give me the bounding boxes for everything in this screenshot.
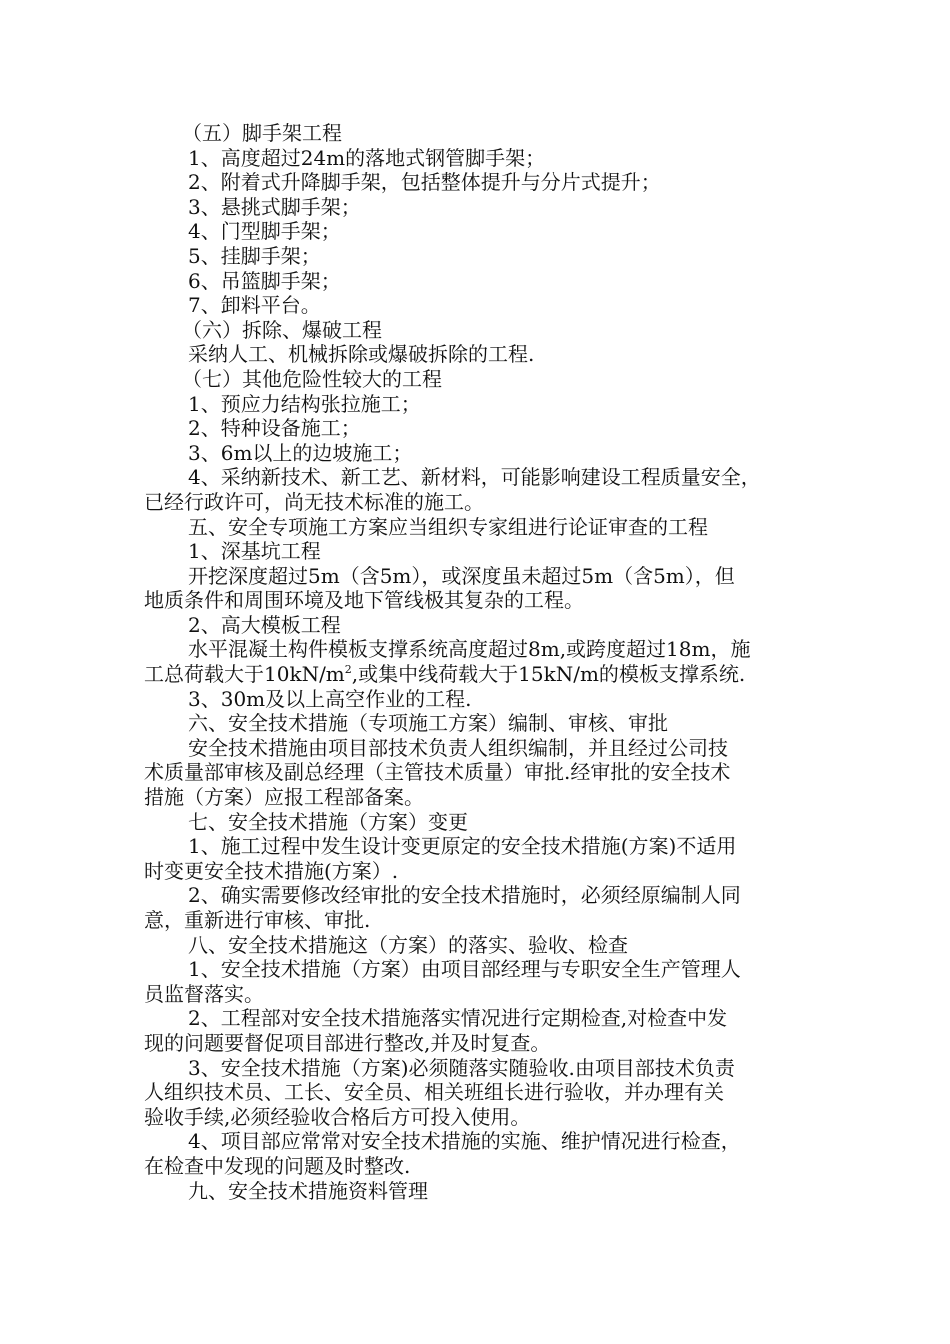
paragraph-line: 地质条件和周围环境及地下管线极其复杂的工程。	[144, 588, 584, 613]
paragraph-line: 开挖深度超过5m（含5m），或深度虽未超过5m（含5m），但	[188, 563, 735, 588]
list-item: 3、30m及以上高空作业的工程.	[188, 686, 472, 711]
list-item: 7、卸料平台。	[188, 293, 321, 318]
paragraph-line: 术质量部审核及副总经理（主管技术质量）审批.经审批的安全技术	[144, 760, 731, 785]
list-item: 2、工程部对安全技术措施落实情况进行定期检查,对检查中发	[188, 1006, 728, 1031]
paragraph-line: 措施（方案）应报工程部备案。	[144, 785, 424, 810]
load-text-part2: ,或集中线荷载大于15kN/m的模板支撑系统.	[351, 662, 746, 687]
paragraph-line: 员监督落实。	[144, 981, 264, 1006]
list-item: 1、高度超过24m的落地式钢管脚手架；	[188, 145, 546, 170]
document-body	[144, 121, 824, 1203]
paragraph-line: 时变更安全技术措施(方案）.	[144, 858, 399, 883]
section-heading-compile-approve: 六、安全技术措施（专项施工方案）编制、审核、审批	[188, 711, 668, 736]
list-item: 3、6m以上的边坡施工；	[188, 440, 413, 465]
list-item: 5、挂脚手架；	[188, 243, 321, 268]
list-item: 2、附着式升降脚手架，包括整体提升与分片式提升；	[188, 170, 661, 195]
paragraph-line: 意，重新进行审核、审批.	[144, 908, 371, 932]
list-item: 1、预应力结构张拉施工；	[188, 391, 421, 416]
list-item: 1、深基坑工程	[188, 539, 321, 564]
section-heading-records: 九、安全技术措施资料管理	[188, 1178, 428, 1203]
list-item: 2、确实需要修改经审批的安全技术措施时，必须经原编制人同	[188, 883, 741, 908]
superscript: 2	[344, 663, 352, 677]
section-heading-expert-review: 五、安全专项施工方案应当组织专家组进行论证审查的工程	[188, 514, 708, 539]
paragraph-line: 验收手续,必须经验收合格后方可投入使用。	[144, 1104, 531, 1129]
list-item: 1、施工过程中发生设计变更原定的安全技术措施(方案)不适用	[188, 834, 737, 859]
load-text-part1: 工总荷载大于10kN/m	[144, 662, 345, 687]
list-item: 2、高大模板工程	[188, 612, 341, 637]
paragraph-line: 人组织技术员、工长、安全员、相关班组长进行验收，并办理有关	[144, 1080, 724, 1105]
list-item: 4、项目部应常常对安全技术措施的实施、维护情况进行检查，	[188, 1129, 741, 1154]
list-item: 1、安全技术措施（方案）由项目部经理与专职安全生产管理人	[188, 957, 741, 982]
list-item: 2、特种设备施工；	[188, 416, 361, 441]
paragraph-line: 水平混凝土构件模板支撑系统高度超过8m,或跨度超过18m，施	[188, 637, 751, 662]
paragraph-line-load	[144, 662, 824, 687]
section-heading-other-hazards: （七）其他危险性较大的工程	[182, 366, 442, 391]
section-heading-scaffolding: （五）脚手架工程	[182, 121, 342, 145]
paragraph-line: 安全技术措施由项目部技术负责人组织编制，并且经过公司技	[188, 735, 728, 760]
list-item: 3、安全技术措施（方案)必须随落实随验收.由项目部技术负责	[188, 1055, 735, 1080]
paragraph-line: 在检查中发现的问题及时整改.	[144, 1153, 411, 1178]
paragraph-line: 现的问题要督促项目部进行整改,并及时复查。	[144, 1030, 551, 1055]
paragraph-line: 已经行政许可，尚无技术标准的施工。	[144, 489, 484, 514]
section-heading-change: 七、安全技术措施（方案）变更	[188, 809, 468, 834]
section-heading-demolition: （六）拆除、爆破工程	[182, 317, 382, 342]
paragraph-line: 采纳人工、机械拆除或爆破拆除的工程.	[188, 342, 535, 367]
list-item: 6、吊篮脚手架；	[188, 268, 341, 293]
list-item: 4、采纳新技术、新工艺、新材料，可能影响建设工程质量安全，	[188, 465, 761, 490]
list-item: 3、悬挑式脚手架；	[188, 194, 361, 219]
section-heading-implementation: 八、安全技术措施这（方案）的落实、验收、检查	[188, 932, 628, 957]
list-item: 4、门型脚手架；	[188, 219, 341, 244]
